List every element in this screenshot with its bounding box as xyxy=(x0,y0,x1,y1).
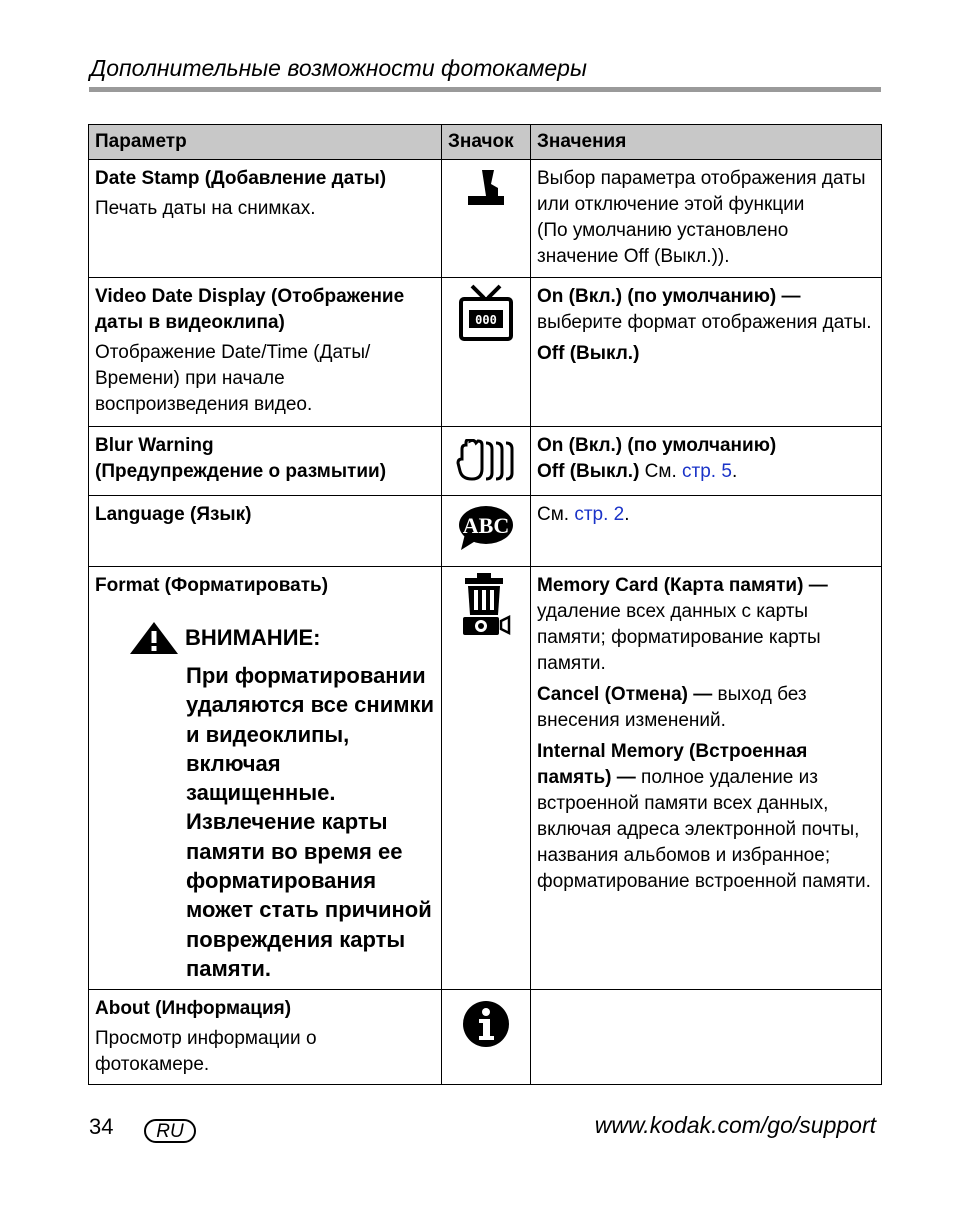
value-item xyxy=(537,502,875,528)
param-name: Date Stamp (Добавление даты) xyxy=(95,168,387,189)
value-item xyxy=(537,433,875,459)
value-item xyxy=(537,739,875,895)
value-text: . xyxy=(624,504,630,525)
value-bold: Cancel (Отмена) — xyxy=(537,684,713,705)
value-text: (По умолчанию установлено значение Off (Выкл.)). xyxy=(537,220,789,267)
icon-cell xyxy=(442,427,531,496)
values-cell xyxy=(531,567,882,990)
param-name: About (Информация) xyxy=(95,998,292,1020)
values-cell xyxy=(531,160,882,278)
value-item xyxy=(537,682,875,734)
param-name-sub: (Предупреждение о размытии) xyxy=(95,461,387,482)
svg-text:000: 000 xyxy=(475,313,497,327)
values-cell xyxy=(531,990,882,1085)
value-bold: Off (Выкл.) xyxy=(537,343,640,364)
warning-title: ВНИМАНИЕ: xyxy=(185,625,321,650)
value-text: выберите формат отображения даты. xyxy=(537,312,872,333)
values-cell xyxy=(531,278,882,427)
table-header-row xyxy=(89,125,882,160)
video-date-tv-icon xyxy=(458,284,514,342)
table-row xyxy=(89,427,882,496)
param-cell xyxy=(89,567,442,990)
value-bold: Memory Card (Карта памяти) — xyxy=(537,575,828,596)
value-text: См. xyxy=(639,461,683,482)
settings-table xyxy=(88,124,882,1085)
warning-triangle-icon xyxy=(129,621,179,655)
param-desc: Отображение Date/Time (Даты/Времени) при начале воспроизведения видео. xyxy=(95,342,371,415)
value-item xyxy=(537,284,875,336)
icon-cell xyxy=(442,496,531,567)
table-row xyxy=(89,278,882,427)
param-cell xyxy=(89,160,442,278)
value-text: . xyxy=(731,461,738,482)
value-text: удаление всех данных с карты памяти; форматирование карты памяти. xyxy=(537,601,821,674)
value-text: Выбор параметра отображения даты или отключение этой функции xyxy=(537,168,866,215)
icon-cell xyxy=(442,567,531,990)
blur-hand-icon xyxy=(456,439,516,481)
value-text: выход без внесения изменений. xyxy=(537,684,807,731)
language-badge: RU xyxy=(144,1119,196,1143)
values-cell xyxy=(531,496,882,567)
column-header: Значок xyxy=(442,125,531,160)
value-item xyxy=(537,341,875,367)
value-bold: Internal Memory (Встроенная память) — xyxy=(537,741,808,788)
support-url[interactable]: www.kodak.com/go/support xyxy=(594,1112,876,1138)
param-name: Video Date Display (Отображение даты в видеоклипа) xyxy=(95,286,405,333)
svg-text:ABC: ABC xyxy=(462,513,510,538)
param-cell xyxy=(89,427,442,496)
date-stamp-icon xyxy=(464,166,508,210)
page-number: 34 xyxy=(89,1114,114,1139)
column-header: Параметр xyxy=(89,125,442,160)
param-cell xyxy=(89,496,442,567)
value-text: полное удаление из встроенной памяти всех данных, включая адреса электронной почты, названия альбомов и избранное; форматирование встроенной памяти. xyxy=(537,767,871,892)
warning-text: При форматировании удаляются все снимки и видеоклипы, включая защищенные. Извлечение карты памяти во время ее форматирования может стать причиной повреждения карты памяти. xyxy=(186,663,435,981)
page-link[interactable]: стр. 5 xyxy=(682,461,732,482)
param-desc: Просмотр информации о фотокамере. xyxy=(95,1028,317,1076)
abc-language-icon xyxy=(457,504,515,552)
values-cell xyxy=(531,427,882,496)
table-row xyxy=(89,567,882,990)
format-trash-icon xyxy=(461,573,511,637)
value-text: См. xyxy=(537,504,575,525)
param-cell xyxy=(89,990,442,1085)
page-title: Дополнительные возможности фотокамеры xyxy=(90,55,587,81)
table-row xyxy=(89,160,882,278)
param-name: Format (Форматировать) xyxy=(95,575,329,596)
value-item xyxy=(537,459,875,485)
icon-cell xyxy=(442,278,531,427)
value-bold: On (Вкл.) (по умолчанию) xyxy=(537,435,777,456)
title-divider xyxy=(89,87,881,92)
page-link[interactable]: стр. 2 xyxy=(574,504,625,525)
value-bold: Off (Выкл.) xyxy=(537,461,640,482)
info-icon xyxy=(462,1000,510,1048)
warning-header xyxy=(129,621,435,655)
warning-block xyxy=(129,621,435,983)
table-row xyxy=(89,990,882,1085)
param-cell xyxy=(89,278,442,427)
param-name: Language (Язык) xyxy=(95,504,252,525)
value-item xyxy=(537,573,875,677)
param-desc: Печать даты на снимках. xyxy=(95,198,316,219)
table-row xyxy=(89,496,882,567)
icon-cell xyxy=(442,990,531,1085)
param-name: Blur Warning xyxy=(95,435,214,456)
icon-cell xyxy=(442,160,531,278)
value-bold: On (Вкл.) (по умолчанию) — xyxy=(537,286,801,307)
column-header: Значения xyxy=(531,125,882,160)
